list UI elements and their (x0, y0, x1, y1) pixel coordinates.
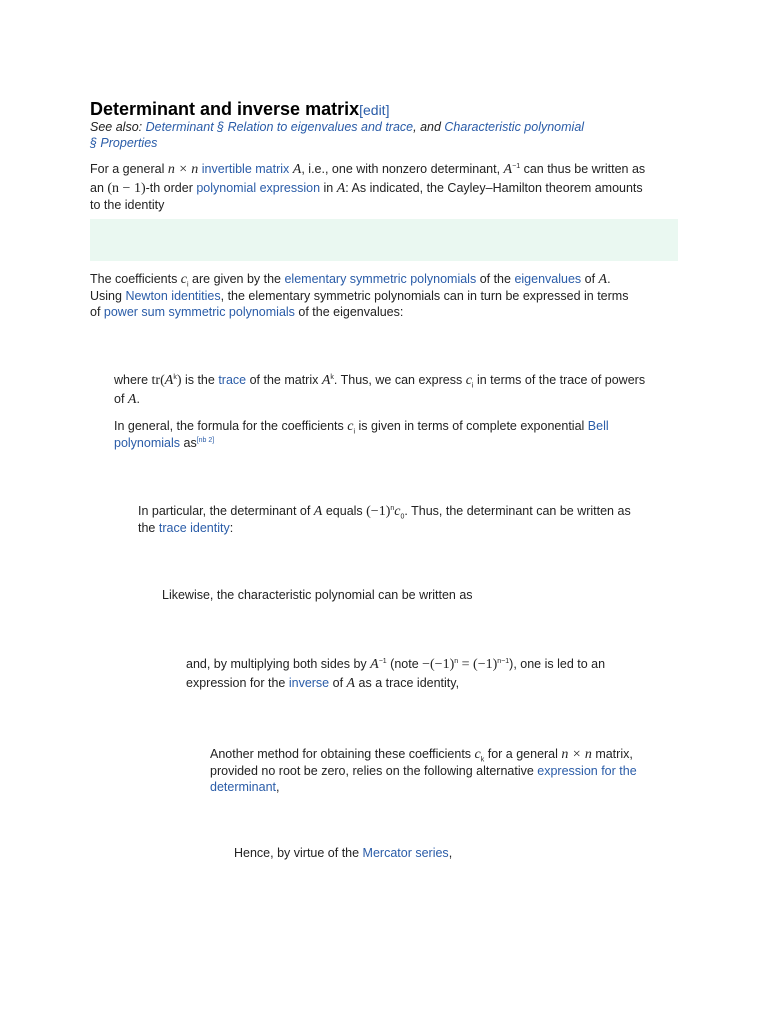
text-span: . Thus, we can express (333, 373, 466, 387)
link-eigenvalues[interactable]: eigenvalues (514, 272, 582, 286)
text-span: A (313, 504, 323, 519)
link-newton-identities[interactable]: Newton identities (125, 289, 221, 303)
text-span: k (480, 756, 485, 764)
link-trace[interactable]: trace (218, 373, 247, 387)
text-line (90, 271, 690, 288)
text-span: ), one is led to an (509, 657, 606, 671)
script-text (197, 437, 215, 444)
text-span: . (136, 392, 140, 406)
text-span: : (229, 521, 234, 535)
text-span: A (321, 373, 331, 388)
text-span: , the elementary symmetric polynomials can in turn be expressed in terms (220, 289, 629, 303)
paragraph-coefficients (90, 271, 690, 320)
text-span: (note (386, 657, 423, 671)
text-line (90, 161, 680, 178)
link-elementary-symmetric-polynomials[interactable]: elementary symmetric polynomials (284, 272, 477, 286)
text-span: (n − 1) (107, 181, 146, 196)
text-span: , i.e., one with nonzero determinant, (301, 162, 504, 176)
text-span: n (454, 657, 459, 665)
see-also-link-properties[interactable]: § Properties (90, 136, 158, 150)
paragraph-inverse (186, 656, 686, 692)
text-line (114, 418, 684, 435)
paragraph-intro (90, 161, 680, 213)
text-line (90, 135, 690, 151)
text-span: c (180, 272, 188, 287)
text-span: A (127, 392, 137, 407)
text-span: k (173, 373, 177, 381)
text-line (162, 587, 682, 603)
paragraph-mercator (234, 845, 684, 861)
link-power-sum-symmetric-polynomials[interactable]: power sum symmetric polynomials (103, 305, 295, 319)
text-span: . Thus, the determinant can be written as (404, 504, 631, 518)
see-also-link-characteristic-polynomial[interactable]: Characteristic polynomial (444, 120, 585, 134)
text-line (114, 435, 684, 451)
text-line (90, 288, 690, 304)
text-span: to the identity (90, 198, 165, 212)
text-span: −1 (512, 162, 521, 170)
text-span: provided no root be zero, relies on the following alternative (210, 764, 538, 778)
text-span: , and (413, 120, 445, 134)
text-span: is the (181, 373, 219, 387)
text-span: n−1 (497, 657, 510, 665)
link-mercator-series[interactable]: Mercator series (362, 846, 449, 860)
section-title (90, 98, 389, 121)
paragraph-characteristic (162, 587, 682, 603)
text-span: Hence, by virtue of the (234, 846, 363, 860)
text-span: where (114, 373, 152, 387)
paragraph-trace (114, 372, 684, 408)
text-line (210, 746, 690, 763)
link-expression-for-determinant[interactable]: expression for the (537, 764, 637, 778)
text-span: i (187, 281, 189, 289)
text-span: , (448, 846, 453, 860)
paragraph-determinant (138, 503, 688, 536)
text-span: n × n (167, 162, 199, 177)
link-inverse[interactable]: inverse (288, 676, 330, 690)
paragraph-bell-polynomials (114, 418, 684, 451)
text-span: are given by the (188, 272, 285, 286)
text-span: c (394, 504, 401, 519)
footnote-nb2[interactable]: [nb 2] (196, 436, 215, 444)
text-span: A (370, 657, 379, 672)
text-span: In particular, the determinant of (138, 504, 314, 518)
text-line (114, 372, 684, 389)
link-polynomial-expression[interactable]: polynomial expression (196, 181, 321, 195)
text-span: c (474, 747, 481, 762)
text-span: Likewise, the characteristic polynomial can be written as (162, 588, 473, 602)
text-span: an (90, 181, 108, 195)
text-span: of the (476, 272, 515, 286)
text-span: 0 (400, 513, 405, 521)
link-bell-polynomials[interactable]: Bell (587, 419, 609, 433)
text-span: A (598, 272, 608, 287)
text-line (90, 180, 680, 197)
text-span: . (607, 272, 611, 286)
link-invertible-matrix[interactable]: invertible matrix (201, 162, 290, 176)
text-span: of the eigenvalues: (294, 305, 404, 319)
text-span: −(−1) (422, 657, 455, 672)
text-line (90, 119, 690, 135)
text-span: , (276, 780, 280, 794)
text-span: expression for the (186, 676, 289, 690)
text-span: and, by multiplying both sides by (186, 657, 371, 671)
text-span: In general, the formula for the coefficients (114, 419, 348, 433)
link-trace-identity[interactable]: trace identity (158, 521, 230, 535)
text-span: n × n (561, 747, 592, 762)
text-line (114, 391, 684, 408)
paragraph-alternative-method (210, 746, 690, 795)
formula-box (90, 219, 678, 261)
text-span: of the matrix (246, 373, 322, 387)
text-span: for a general (484, 747, 562, 761)
text-span: as a trace identity, (355, 676, 460, 690)
text-span: of (114, 392, 128, 406)
text-span: equals (322, 504, 367, 518)
text-span: as (180, 436, 197, 450)
text-span: A (346, 676, 356, 691)
edit-link[interactable]: [edit] (359, 102, 390, 118)
text-span: c (347, 419, 354, 434)
text-line (90, 197, 680, 213)
text-span: n (390, 504, 395, 512)
text-span: can thus be written as (520, 162, 646, 176)
text-line (186, 675, 686, 692)
text-span: A (336, 181, 346, 196)
text-span: The coefficients (90, 272, 181, 286)
text-line (210, 779, 690, 795)
see-also-link-determinant[interactable]: Determinant § Relation to eigenvalues and trace (145, 120, 414, 134)
text-span: of (329, 676, 347, 690)
text-span: ) (176, 373, 182, 388)
text-span: k (330, 373, 334, 381)
text-line (234, 845, 684, 861)
text-span: matrix, (591, 747, 633, 761)
text-line (90, 304, 690, 320)
text-span: For a general (90, 162, 168, 176)
text-span: A (292, 162, 302, 177)
text-line (186, 656, 686, 673)
link-expression-for-determinant-cont[interactable]: determinant (210, 780, 277, 794)
text-span: in (320, 181, 337, 195)
section-heading (90, 98, 389, 121)
text-span: in terms of the trace of powers (473, 373, 646, 387)
text-span: Determinant and inverse matrix (90, 99, 360, 119)
text-span: = (−1) (458, 657, 498, 672)
text-span: -th order (145, 181, 197, 195)
text-line (138, 503, 688, 520)
text-span: (−1) (366, 504, 391, 519)
link-bell-polynomials-cont[interactable]: polynomials (114, 436, 181, 450)
text-span: : As indicated, the Cayley–Hamilton theorem amounts (345, 181, 643, 195)
text-span: Another method for obtaining these coefficients (210, 747, 475, 761)
text-span: −1 (378, 657, 387, 665)
text-span: is given in terms of complete exponential (355, 419, 588, 433)
text-span: of (581, 272, 599, 286)
text-span: tr( (151, 373, 165, 388)
text-span: A (164, 373, 174, 388)
text-span: i (353, 428, 356, 436)
text-span: the (138, 521, 159, 535)
text-span: c (465, 373, 472, 388)
text-span: See also: (90, 120, 146, 134)
text-line (138, 520, 688, 536)
see-also-note (90, 119, 690, 151)
text-span: of (90, 305, 104, 319)
text-span: i (471, 382, 474, 390)
text-line (210, 763, 690, 779)
text-span: Using (90, 289, 126, 303)
text-span: A (503, 162, 513, 177)
